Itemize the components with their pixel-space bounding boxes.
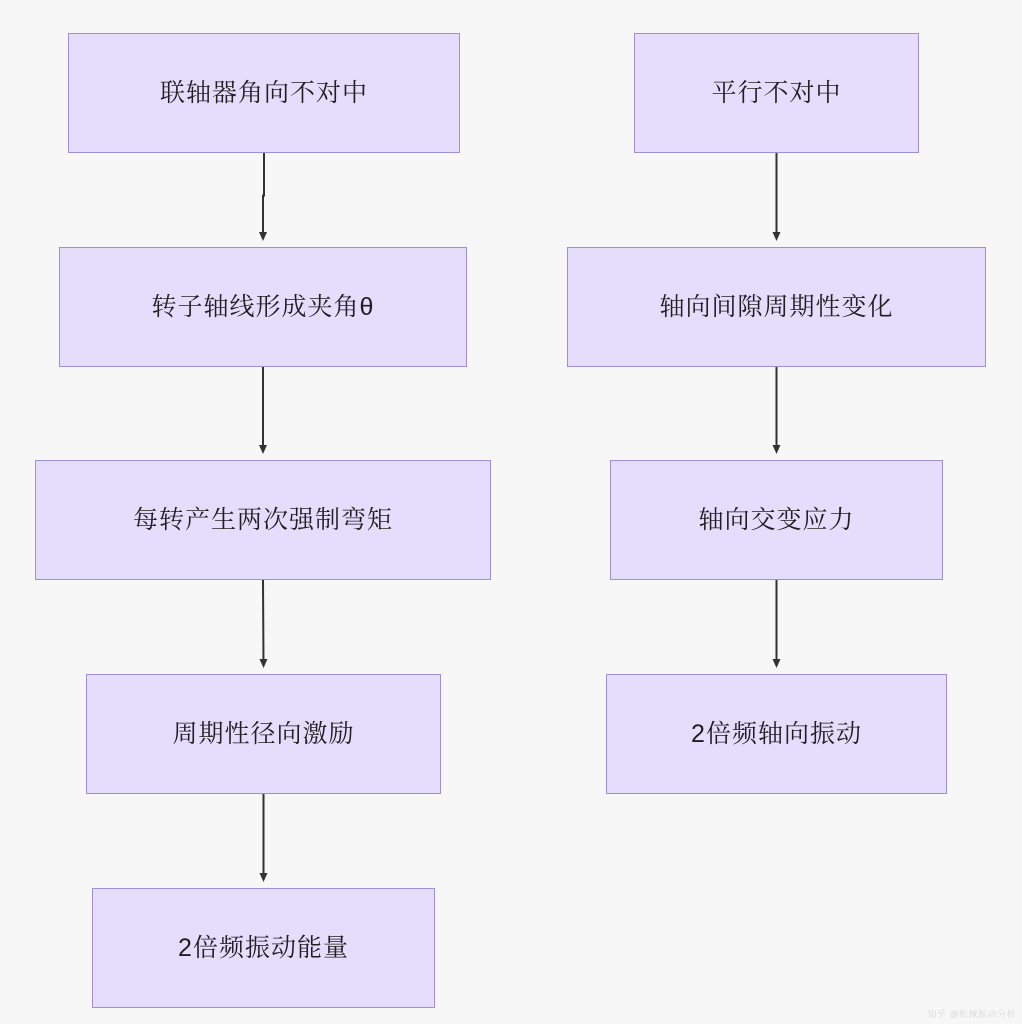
flow-node: 轴向交变应力: [610, 460, 943, 580]
flow-arrow: [263, 153, 264, 238]
flow-node: 轴向间隙周期性变化: [567, 247, 986, 367]
flow-node: 转子轴线形成夹角θ: [59, 247, 467, 367]
flow-node: 2倍频振动能量: [92, 888, 435, 1008]
flow-node: 2倍频轴向振动: [606, 674, 947, 794]
watermark: 知乎 @机械振动分析: [927, 1009, 1016, 1019]
flow-node: 每转产生两次强制弯矩: [35, 460, 491, 580]
flow-node: 平行不对中: [634, 33, 919, 153]
flow-node: 周期性径向激励: [86, 674, 441, 794]
flow-node: 联轴器角向不对中: [68, 33, 460, 153]
flow-arrow: [263, 580, 264, 665]
